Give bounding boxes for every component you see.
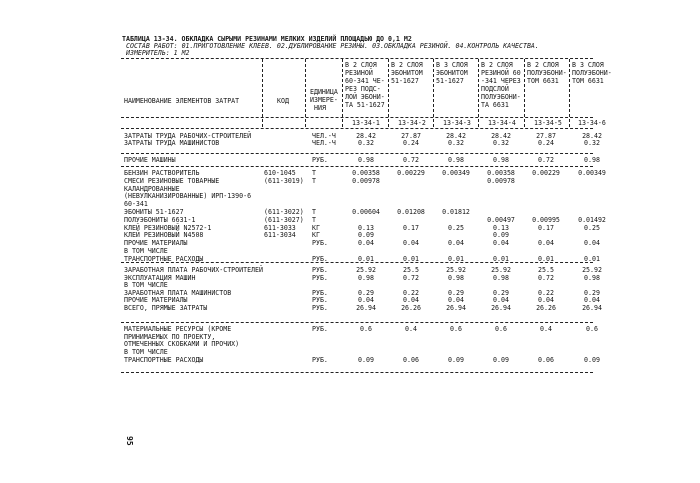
table-cell: 0.17 — [538, 223, 554, 232]
table-cell: 0.29 — [493, 288, 509, 297]
table-cell: 0.98 — [448, 273, 464, 282]
row-name: ПРИНИМАЕМЫХ ПО ПРОЕКТУ, — [124, 332, 216, 341]
col-header-2: В 2 СЛОЯ — [391, 61, 423, 69]
table-cell: 0.72 — [403, 273, 419, 282]
row-unit: РУБ. — [312, 288, 328, 297]
table-cell: 0.6 — [360, 325, 372, 333]
col-sep — [262, 59, 263, 127]
col-header-1: 60-341 ЧЕ- — [345, 77, 385, 85]
table-cell: 27.87 — [536, 132, 556, 140]
table-cell: 26.94 — [446, 304, 466, 312]
row-code: 611-3034 — [264, 231, 296, 240]
col-header-name: НАИМЕНОВАНИЕ ЭЛЕМЕНТОВ ЗАТРАТ — [124, 97, 240, 105]
rule-section — [121, 153, 593, 154]
table-cell: 25.92 — [491, 266, 511, 274]
row-unit: РУБ. — [312, 254, 328, 263]
row-name: ЭКСПЛУАТАЦИЯ МАШИН — [124, 273, 196, 282]
row-unit: РУБ. — [312, 239, 328, 248]
row-name: ПРОЧИЕ МАТЕРИАЛЫ — [124, 296, 188, 305]
table-cell: 0.04 — [493, 296, 509, 305]
table-cell: 0.01 — [403, 254, 419, 263]
row-name: БЕНЗИН РАСТВОРИТЕЛЬ — [124, 169, 200, 177]
table-cell: 0.01492 — [578, 215, 606, 224]
table-cell: 0.04 — [538, 296, 554, 305]
col-header-4: ТА 6631 — [481, 101, 509, 109]
table-cell: 0.04 — [538, 239, 554, 248]
table-cell: 28.42 — [582, 132, 602, 140]
row-unit: КГ — [312, 223, 320, 232]
table-cell: 26.94 — [582, 304, 602, 312]
table-cell: 0.04 — [448, 239, 464, 248]
row-unit: Т — [312, 169, 316, 177]
table-cell: 0.00229 — [397, 169, 425, 177]
table-cell: 25.5 — [538, 266, 554, 274]
table-cell: 26.94 — [356, 304, 376, 312]
row-name: В ТОМ ЧИСЛЕ — [124, 281, 168, 290]
table-cell: 28.42 — [491, 132, 511, 140]
table-cell: 0.01 — [448, 254, 464, 263]
row-name: МАТЕРИАЛЬНЫЕ РЕСУРСЫ (КРОМЕ — [124, 325, 232, 333]
table-cell: 0.72 — [403, 156, 419, 164]
row-name: ТРАНСПОРТНЫЕ РАСХОДЫ — [124, 356, 204, 364]
table-cell: 0.29 — [584, 288, 600, 297]
table-cell: 0.4 — [405, 325, 417, 333]
row-name: КАЛАНДРОВАННЫЕ — [124, 184, 180, 193]
table-cell: 0.04 — [403, 239, 419, 248]
table-cell: 0.09 — [584, 356, 600, 364]
col-header-3: В 3 СЛОЯ — [436, 61, 468, 69]
row-code: (611-3027) — [264, 215, 304, 224]
row-name: (НЕВУЛКАНИЗИРОВАННЫЕ) ИРП-1390-6 — [124, 192, 252, 201]
row-unit: РУБ. — [312, 304, 328, 312]
table-cell: 0.98 — [584, 156, 600, 164]
row-name: ТРАНСПОРТНЫЕ РАСХОДЫ — [124, 254, 204, 263]
table-cell: 0.72 — [538, 156, 554, 164]
col-header-4: В 2 СЛОЯ — [481, 61, 513, 69]
col-header-4: ПОЛУЭБОНИ- — [481, 93, 521, 101]
col-sep — [524, 59, 525, 127]
row-unit: РУБ. — [312, 156, 328, 164]
table-cell: 0.01 — [584, 254, 600, 263]
rule-section — [121, 166, 593, 167]
col-header-2: 51-1627 — [391, 77, 419, 85]
row-unit: ЧЕЛ.-Ч — [312, 139, 336, 148]
table-cell: 0.22 — [538, 288, 554, 297]
col-sep — [388, 59, 389, 127]
col-sep — [478, 59, 479, 127]
table-cell: 0.32 — [493, 139, 509, 148]
col-header-6: ТОМ 6631 — [572, 77, 604, 85]
table-cell: 0.29 — [358, 288, 374, 297]
table-cell: 0.09 — [358, 231, 374, 240]
table-cell: 0.98 — [493, 156, 509, 164]
col-sep — [305, 59, 306, 127]
table-title: ТАБЛИЦА 13-34. ОБКЛАДКА СЫРЫМИ РЕЗИНАМИ МЕЛКИХ ИЗДЕЛИЙ ПЛОЩАДЬЮ ДО 0,1 М2 — [122, 35, 412, 43]
row-name: В ТОМ ЧИСЛЕ — [124, 347, 168, 356]
work-composition: СОСТАВ РАБОТ: 01.ПРИГОТОВЛЕНИЕ КЛЕЕВ. 02.ДУБЛИРОВАНИЕ РЕЗИНЫ. 03.ОБКЛАДКА РЕЗИНОЙ. 04.КОНТРОЛЬ КАЧЕСТВА. — [126, 42, 539, 50]
table-cell: 0.13 — [358, 223, 374, 232]
col-header-1: ЛОЙ ЭБОНИ- — [345, 93, 385, 101]
col-sep — [569, 59, 570, 127]
table-cell: 0.09 — [493, 231, 509, 240]
row-unit: ЧЕЛ.-Ч — [312, 132, 336, 140]
table-cell: 0.04 — [584, 296, 600, 305]
table-cell: 0.00978 — [352, 176, 380, 185]
table-cell: 0.24 — [538, 139, 554, 148]
table-cell: 26.26 — [536, 304, 556, 312]
table-cell: 0.6 — [586, 325, 598, 333]
table-cell: 0.25 — [584, 223, 600, 232]
row-name: ВСЕГО, ПРЯМЫЕ ЗАТРАТЫ — [124, 304, 208, 312]
table-cell: 25.5 — [403, 266, 419, 274]
col-header-5: В 2 СЛОЯ — [527, 61, 559, 69]
row-name: ЭБОНИТЫ 51-1627 — [124, 208, 184, 216]
col-header-3: ЭБОНИТОМ — [436, 69, 468, 77]
row-code: 611-3033 — [264, 223, 296, 232]
table-cell: 26.26 — [401, 304, 421, 312]
col-header-3: 51-1627 — [436, 77, 464, 85]
table-cell: 0.98 — [493, 273, 509, 282]
table-cell: 0.4 — [540, 325, 552, 333]
col-header-5: ТОМ 6631 — [527, 77, 559, 85]
rule-header-mid — [121, 117, 593, 118]
table-cell: 0.25 — [448, 223, 464, 232]
row-unit: РУБ. — [312, 356, 328, 364]
col-header-1: РЕЗИНОЙ — [345, 69, 373, 77]
row-name: ПРОЧИЕ МАТЕРИАЛЫ — [124, 239, 188, 248]
table-cell: 0.17 — [403, 223, 419, 232]
table-cell: 0.24 — [403, 139, 419, 148]
table-cell: 0.04 — [358, 296, 374, 305]
table-cell: 0.04 — [493, 239, 509, 248]
table-cell: 0.04 — [358, 239, 374, 248]
table-cell: 0.09 — [448, 356, 464, 364]
row-unit: Т — [312, 208, 316, 216]
col-header-6: В 3 СЛОЯ — [572, 61, 604, 69]
row-name: ЗАТРАТЫ ТРУДА МАШИНИСТОВ — [124, 139, 220, 148]
col-header-4: ПОДСЛОЙ — [481, 85, 509, 93]
table-cell: 0.00349 — [442, 169, 470, 177]
col-header-5: ПОЛУЭБОНИ- — [527, 69, 567, 77]
row-name: В ТОМ ЧИСЛЕ — [124, 247, 168, 255]
row-code: 610-1045 — [264, 169, 296, 177]
table-cell: 0.06 — [538, 356, 554, 364]
table-cell: 0.32 — [358, 139, 374, 148]
row-name: ЗАРАБОТНАЯ ПЛАТА РАБОЧИХ-СТРОИТЕЛЕЙ — [124, 266, 263, 274]
col-header-6: ПОЛУЭБОНИ- — [572, 69, 612, 77]
col-header-4: -341 ЧЕРЕЗ — [481, 77, 521, 85]
table-cell: 0.98 — [358, 273, 374, 282]
row-code: (611-3019) — [264, 176, 304, 185]
table-cell: 27.87 — [401, 132, 421, 140]
row-unit: Т — [312, 176, 316, 185]
table-cell: 0.09 — [493, 356, 509, 364]
table-cell: 0.6 — [450, 325, 462, 333]
row-name: КЛЕЙ РЕЗИНОВЫЙ N4508 — [124, 231, 204, 240]
table-cell: 0.72 — [538, 273, 554, 282]
table-cell: 0.00358 — [352, 169, 380, 177]
col-header-2: ЭБОНИТОМ — [391, 69, 423, 77]
table-cell: 0.00604 — [352, 208, 380, 216]
table-cell: 0.29 — [448, 288, 464, 297]
col-header-unit: ЕДИНИЦА — [310, 88, 338, 96]
col-code-5: 13-34-5 — [534, 119, 562, 127]
table-cell: 0.01 — [538, 254, 554, 263]
table-cell: 0.00229 — [532, 169, 560, 177]
table-cell: 0.00995 — [532, 215, 560, 224]
row-unit: КГ — [312, 231, 320, 240]
table-cell: 25.92 — [582, 266, 602, 274]
col-header-unit: НИЯ — [314, 104, 326, 112]
rule-top — [121, 58, 593, 59]
table-cell: 0.06 — [403, 356, 419, 364]
row-unit: РУБ. — [312, 325, 328, 333]
row-name: ЗАРАБОТНАЯ ПЛАТА МАШИНИСТОВ — [124, 288, 232, 297]
table-cell: 0.01812 — [442, 208, 470, 216]
row-unit: РУБ. — [312, 273, 328, 282]
table-cell: 28.42 — [446, 132, 466, 140]
row-name: СМЕСИ РЕЗИНОВЫЕ ТОВАРНЫЕ — [124, 176, 220, 185]
row-name: 60-341 — [124, 200, 148, 209]
col-header-4: РЕЗИНОЙ 60 — [481, 69, 521, 77]
col-code-1: 13-34-1 — [352, 119, 380, 127]
table-cell: 0.6 — [495, 325, 507, 333]
page-number: 95 — [125, 436, 134, 446]
table-cell: 0.04 — [584, 239, 600, 248]
table-cell: 0.32 — [448, 139, 464, 148]
row-code: (611-3022) — [264, 208, 304, 216]
rule-section — [121, 322, 593, 323]
table-cell: 25.92 — [446, 266, 466, 274]
table-cell: 0.09 — [358, 356, 374, 364]
rule-bottom — [121, 372, 593, 373]
table-cell: 26.94 — [491, 304, 511, 312]
row-unit: РУБ. — [312, 296, 328, 305]
table-cell: 0.00358 — [487, 169, 515, 177]
table-cell: 0.00497 — [487, 215, 515, 224]
table-cell: 0.00978 — [487, 176, 515, 185]
col-header-1: В 2 СЛОЯ — [345, 61, 377, 69]
col-code-3: 13-34-3 — [443, 119, 471, 127]
table-cell: 0.98 — [358, 156, 374, 164]
table-cell: 28.42 — [356, 132, 376, 140]
row-name: ПРОЧИЕ МАШИНЫ — [124, 156, 176, 164]
col-header-1: РЕЗ ПОДС- — [345, 85, 381, 93]
col-header-unit: ИЗМЕРЕ- — [310, 96, 338, 104]
col-sep — [342, 59, 343, 127]
table-cell: 0.04 — [448, 296, 464, 305]
row-name: КЛЕЙ РЕЗИНОВЫЙ N2572-1 — [124, 223, 212, 232]
table-cell: 0.98 — [584, 273, 600, 282]
rule-header-bottom — [121, 128, 593, 129]
col-code-2: 13-34-2 — [398, 119, 426, 127]
row-name: ПОЛУЭБОНИТЫ 6631-1 — [124, 215, 196, 224]
table-cell: 0.04 — [403, 296, 419, 305]
row-name: ЗАТРАТЫ ТРУДА РАБОЧИХ-СТРОИТЕЛЕЙ — [124, 132, 252, 140]
row-unit: Т — [312, 215, 316, 224]
col-header-code: КОД — [277, 97, 289, 105]
table-cell: 0.13 — [493, 223, 509, 232]
table-cell: 0.98 — [448, 156, 464, 164]
table-cell: 0.22 — [403, 288, 419, 297]
table-cell: 0.32 — [584, 139, 600, 148]
table-cell: 0.00349 — [578, 169, 606, 177]
table-cell: 0.01 — [358, 254, 374, 263]
row-unit: РУБ. — [312, 266, 328, 274]
col-code-6: 13-34-6 — [578, 119, 606, 127]
unit-of-measure: ИЗМЕРИТЕЛЬ: 1 М2 — [126, 49, 190, 57]
col-header-1: ТА 51-1627 — [345, 101, 385, 109]
col-sep — [433, 59, 434, 127]
col-code-4: 13-34-4 — [488, 119, 516, 127]
row-name: ОТМЕЧЕННЫХ СКОБКАМИ И ПРОЧИХ) — [124, 340, 240, 349]
table-cell: 0.01208 — [397, 208, 425, 216]
table-cell: 0.01 — [493, 254, 509, 263]
table-cell: 25.92 — [356, 266, 376, 274]
